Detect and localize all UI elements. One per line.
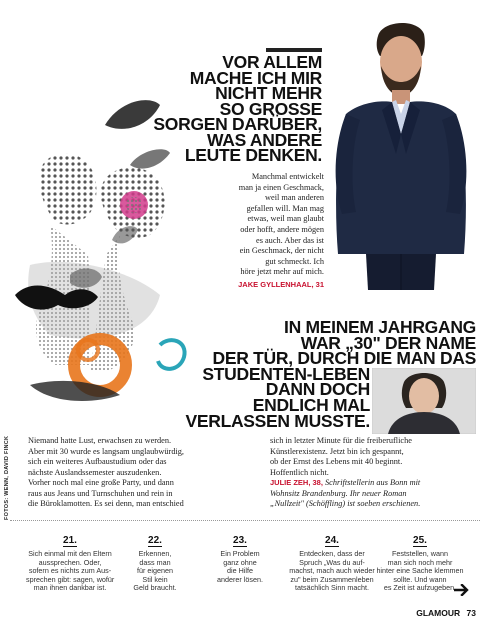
body-line: gefallen will. Man mag <box>246 203 324 213</box>
body-line: Hoffentlich nicht. <box>270 467 329 477</box>
quote2-body-column-1 <box>28 436 264 510</box>
tip-line: Ein Problem <box>220 549 260 558</box>
body-line: höre jetzt mehr auf mich. <box>240 267 324 277</box>
body-line: es auch. Aber das ist <box>256 235 324 245</box>
magazine-name: GLAMOUR <box>416 608 461 618</box>
tip-item <box>111 530 199 593</box>
tip-line: Feststellen, wann <box>392 549 448 558</box>
body-line: man ja einen Geschmack, <box>238 182 324 192</box>
author-line <box>270 478 478 489</box>
tip-line: zu" beim Zusammenleben <box>290 574 374 584</box>
tip-item <box>376 530 464 593</box>
arrow-right-icon <box>454 584 470 596</box>
body-line: oder hofft, andere mögen <box>240 224 324 234</box>
quote1-author: JAKE GYLLENHAAL, 31 <box>238 280 324 289</box>
tip-number: 25. <box>413 535 427 546</box>
body-line: die Büroklamotten. Es sei denn, man entschied <box>28 499 184 508</box>
headline-line: SORGEN DARÜBER, <box>153 114 322 134</box>
tip-line: Stil kein <box>142 574 168 584</box>
quote1-body <box>212 172 324 278</box>
quote2-body-column-2 <box>270 436 478 510</box>
headline-line: LEUTE DENKEN. <box>184 145 322 165</box>
headline-line: MACHE ICH MIR <box>189 67 322 88</box>
page-footer <box>400 608 476 622</box>
tip-line: Geld braucht. <box>133 583 177 593</box>
body-line: ein Geschmack, der nicht <box>239 246 324 256</box>
headline-line: ENDLICH MAL <box>252 394 370 415</box>
body-line: ob der Ernst des Lebens mit 40 beginnt. <box>270 457 403 466</box>
headline-line: VOR ALLEM <box>222 52 322 72</box>
tip-number: 21. <box>63 535 77 546</box>
headline-line: STUDENTEN-LEBEN <box>202 363 370 384</box>
headline-line: SO GROSSE <box>219 98 322 119</box>
body-line: Manchmal entwickelt <box>251 172 324 181</box>
tip-line: machst, mach auch wieder <box>289 566 375 576</box>
dotted-divider <box>10 520 480 521</box>
body-line: raus aus Jeans und Turnschuhen und rein in <box>28 488 173 498</box>
headline-line: DANN DOCH <box>265 379 370 400</box>
jake-gyllenhaal-photo <box>326 14 476 290</box>
tip-line: man ihnen dankbar ist. <box>33 583 107 593</box>
tip-line: hinter eine Sache klemmen <box>376 566 464 576</box>
body-line: Niemand hatte Lust, erwachsen zu werden. <box>28 436 172 445</box>
tip-line: man sich noch mehr <box>387 557 453 567</box>
headline-line: WAS ANDERE <box>207 129 322 150</box>
tip-number: 22. <box>148 535 162 546</box>
author-info-line: Schriftstellerin aus Bonn mit <box>325 478 421 487</box>
tip-line: Spruch „Was du auf- <box>299 557 365 567</box>
tip-line: Entdecken, dass der <box>299 549 365 558</box>
photo-credit-text: FOTOS: WENN, DAVID FINCK <box>4 435 10 520</box>
tip-line: ganz ohne <box>223 557 257 567</box>
tip-item <box>196 530 284 584</box>
headline-line: VERLASSEN MUSSTE. <box>185 410 370 431</box>
tip-line: tatsächlich Sinn macht. <box>295 583 369 593</box>
tip-line: anderer lösen. <box>217 574 263 584</box>
tip-line: Erkennen, <box>138 549 172 558</box>
headline-line: NICHT MEHR <box>215 83 322 103</box>
tip-number: 24. <box>325 535 339 546</box>
page-number: 73 <box>466 608 476 618</box>
quote2-author-name: JULIE ZEH, 38, <box>270 478 323 487</box>
tip-number: 23. <box>233 535 247 546</box>
body-line: sich in letzter Minute für die freiberufliche <box>270 436 412 445</box>
tip-item <box>26 530 114 593</box>
tip-line: dass man <box>139 557 171 567</box>
body-line: nächste Auslandssemester auszudenken. <box>28 467 162 477</box>
headline-line: DER TÜR, DURCH DIE MAN DAS <box>212 348 476 369</box>
tips-row <box>26 530 478 600</box>
body-line: gut schmeckt. Ich <box>265 256 324 266</box>
headline-line: WAR „30" DER NAME <box>300 332 476 353</box>
tip-item <box>288 530 376 593</box>
julie-zeh-photo <box>372 368 476 434</box>
tip-line: sollte. Und wann <box>393 574 447 584</box>
tip-line: aussprechen. Oder, <box>38 557 102 567</box>
body-line: Künstlerexistenz. Jetzt bin ich gespannt, <box>270 446 404 456</box>
tip-line: es Zeit ist aufzugeben. <box>383 583 457 593</box>
author-info-line: „Nullzeit" (Schöffling) ist soeben erschienen. <box>270 499 421 508</box>
tip-line: sprechen gibt: sagen, wofür <box>26 574 115 584</box>
headline-line: IN MEINEM JAHRGANG <box>284 317 476 337</box>
tip-line: die Hilfe <box>227 566 253 576</box>
photo-credit <box>4 420 14 520</box>
body-line: Vorher noch mal eine große Party, und dann <box>28 478 174 487</box>
body-line: etwas, weil man glaubt <box>247 214 324 224</box>
quote1-headline <box>130 52 322 165</box>
tip-line: sofern es nichts zum Aus- <box>28 566 112 576</box>
tip-line: für eigenen <box>137 566 173 576</box>
author-info-line: Wohnsitz Brandenburg. Ihr neuer Roman <box>270 488 407 498</box>
body-line: sich ein weiteres Aufbaustudium oder das <box>28 457 167 466</box>
tip-line: Sich einmal mit den Eltern <box>28 549 112 558</box>
body-line: Aber mit 30 wurde es langsam unglaubwürdig, <box>28 446 184 456</box>
body-line: weil man anderen <box>265 193 324 203</box>
